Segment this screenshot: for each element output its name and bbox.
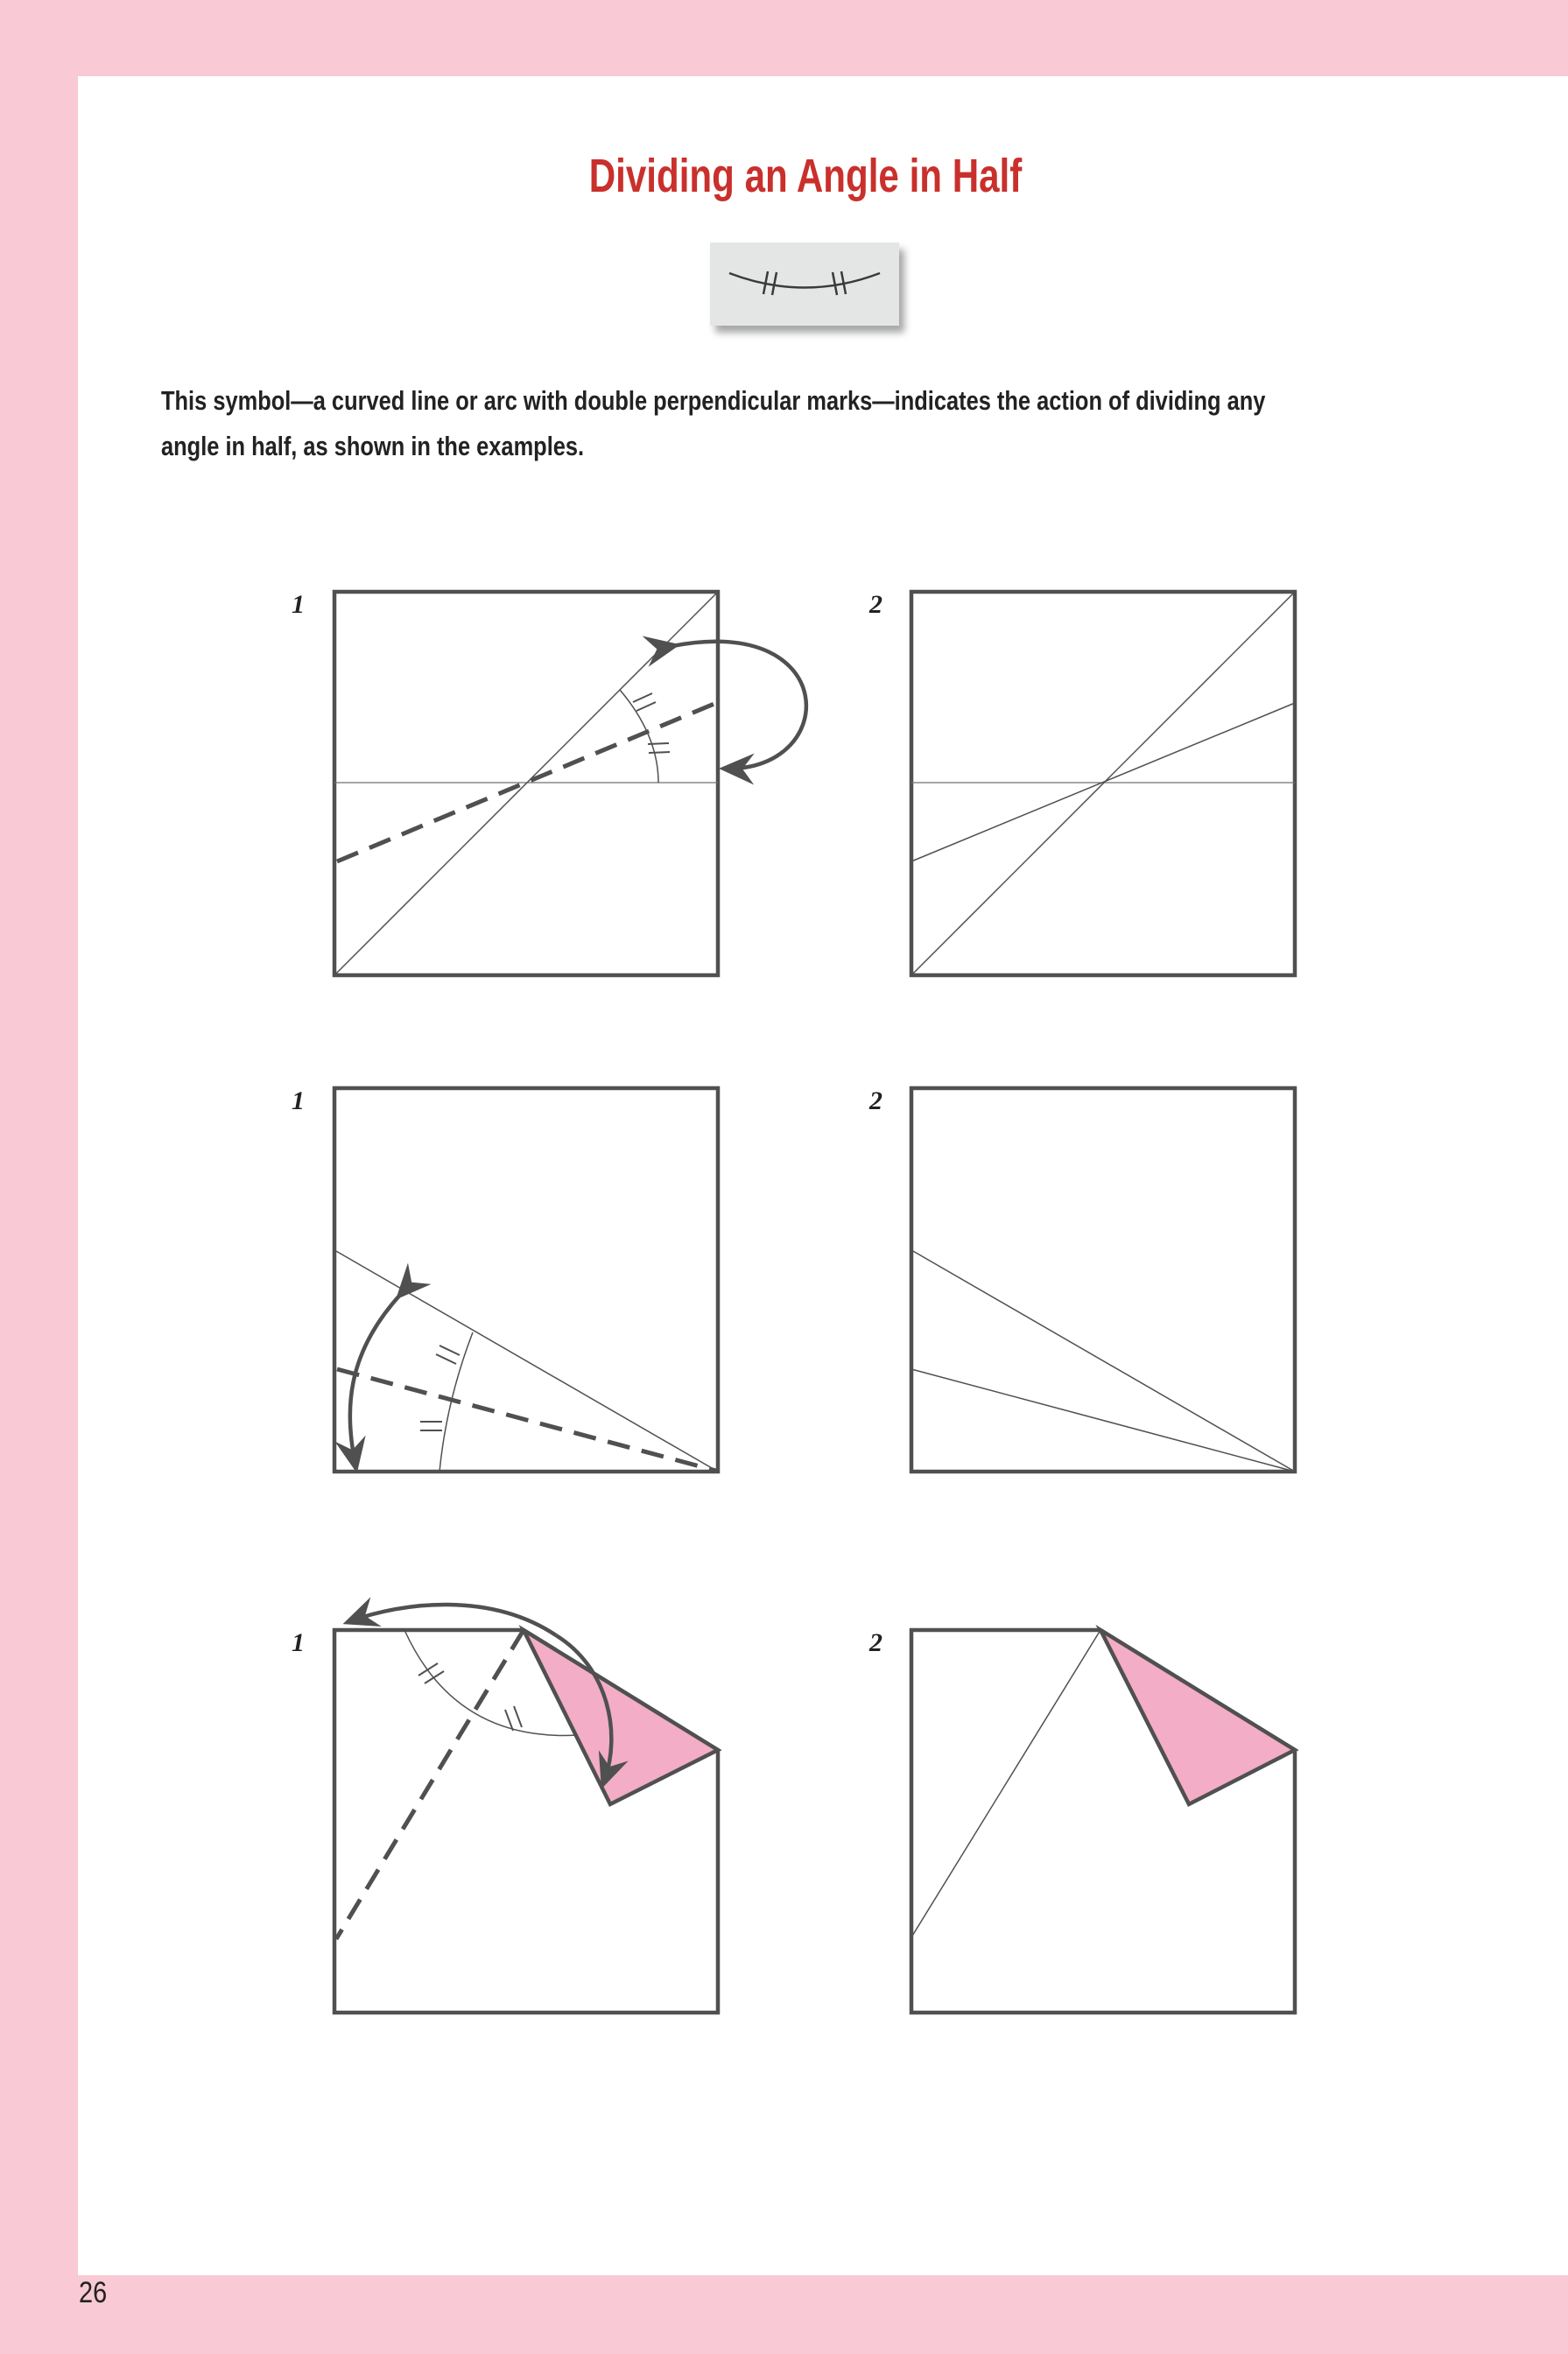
example1-step1-label: 1 [292, 590, 305, 619]
example2-step2-diagram [911, 1088, 1295, 1472]
example3-step2-label: 2 [869, 1628, 882, 1657]
example2-step1-label: 1 [292, 1086, 305, 1115]
description-text: This symbol—a curved line or arc with double perpendicular marks—indicates the action of dividing any angle in half, as shown in the examples. [161, 385, 1266, 461]
example1-step2-diagram [911, 592, 1295, 975]
example1-step2-label: 2 [869, 590, 882, 619]
example3-step1-diagram [334, 1605, 718, 2013]
example2-step1-diagram [334, 1088, 718, 1472]
example2-step2-label: 2 [869, 1086, 882, 1115]
page-number: 26 [79, 2276, 108, 2309]
example1-step1-diagram [334, 592, 806, 975]
page-title: Dividing an Angle in Half [588, 150, 1023, 202]
example3-step1-label: 1 [292, 1628, 305, 1657]
example3-step2-diagram [911, 1630, 1295, 2013]
